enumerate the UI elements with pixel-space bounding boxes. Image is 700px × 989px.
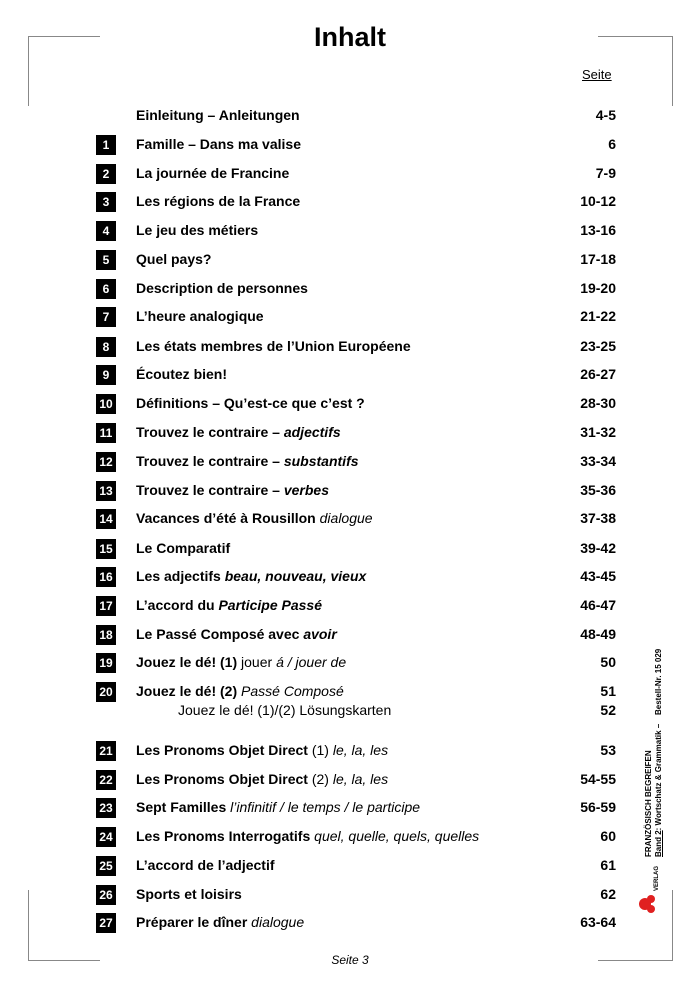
page-footer: Seite 3	[331, 953, 369, 967]
chapter-number-badge: 26	[96, 885, 116, 905]
toc-intro-title	[136, 107, 300, 123]
toc-subrow-pages: 52	[600, 702, 616, 718]
toc-row-pages: 37-38	[580, 510, 616, 526]
toc-title-part: verbes	[283, 482, 329, 498]
toc-row-pages: 54-55	[580, 771, 616, 787]
toc-title-part: Le Comparatif	[136, 540, 231, 556]
toc-row-pages: 61	[600, 857, 616, 873]
toc-row	[96, 220, 616, 242]
chapter-number-badge: 23	[96, 798, 116, 818]
chapter-number-badge: 14	[96, 509, 116, 529]
toc-row-pages: 46-47	[580, 597, 616, 613]
toc-row	[96, 624, 616, 646]
toc-row-pages: 53	[600, 742, 616, 758]
toc-row-pages: 62	[600, 886, 616, 902]
toc-row-title	[136, 886, 242, 902]
toc-row	[96, 797, 616, 819]
toc-title-part: Passé Composé	[241, 683, 344, 699]
toc-row	[96, 595, 616, 617]
toc-row-title	[136, 251, 211, 267]
toc-row	[96, 163, 616, 185]
toc-title-part: (2)	[311, 771, 333, 787]
toc-row	[96, 364, 616, 386]
toc-row-title	[136, 742, 388, 758]
toc-title-part: dialogue	[251, 914, 305, 930]
chapter-number-badge: 4	[96, 221, 116, 241]
toc-row-pages: 48-49	[580, 626, 616, 642]
toc-row	[96, 134, 616, 156]
toc-row-pages: 43-45	[580, 568, 616, 584]
toc-title-part: Écoutez bien!	[136, 366, 228, 382]
chapter-number-badge: 18	[96, 625, 116, 645]
toc-row-pages: 21-22	[580, 308, 616, 324]
chapter-number-badge: 6	[96, 279, 116, 299]
toc-intro-pages: 4-5	[595, 107, 616, 123]
series-title: FRANZÖSISCH BEGREIFEN	[644, 750, 653, 857]
page-column-header: Seite	[582, 67, 612, 82]
toc-row	[96, 278, 616, 300]
toc-row	[96, 393, 616, 415]
toc-title-part: beau, nouveau, vieux	[224, 568, 367, 584]
toc-row-title	[136, 510, 373, 526]
toc-title-part: Description de personnes	[136, 280, 308, 296]
order-number: Bestell-Nr. 15 029	[654, 648, 663, 715]
publisher-name: VERLAG	[654, 865, 660, 891]
toc-row-title	[136, 395, 365, 411]
toc-row	[96, 884, 616, 906]
toc-row-title	[136, 654, 346, 670]
toc-row-pages: 31-32	[580, 424, 616, 440]
frame-corner-bottom-left-vertical	[28, 890, 29, 961]
chapter-number-badge: 20	[96, 682, 116, 702]
toc-row-title	[136, 308, 264, 324]
toc-row-pages: 33-34	[580, 453, 616, 469]
band-subtitle: : Wortschatz & Grammatik –	[654, 723, 663, 831]
toc-row-title	[136, 597, 322, 613]
toc-row-pages: 63-64	[580, 914, 616, 930]
toc-title-part: La journée de Francine	[136, 165, 290, 181]
toc-title-part: Trouvez le contraire –	[136, 424, 284, 440]
chapter-number-badge: 10	[96, 394, 116, 414]
toc-row-title	[136, 626, 337, 642]
chapter-number-badge: 17	[96, 596, 116, 616]
toc-title-part: Jouez le dé! (2)	[136, 683, 242, 699]
chapter-number-badge: 12	[96, 452, 116, 472]
toc-title-part: Le Passé Composé avec	[136, 626, 304, 642]
toc-title-part: dialogue	[319, 510, 373, 526]
toc-title-part: Trouvez le contraire –	[136, 482, 284, 498]
toc-row-title	[136, 857, 275, 873]
chapter-number-badge: 8	[96, 337, 116, 357]
toc-row-pages: 35-36	[580, 482, 616, 498]
toc-row-title	[136, 366, 227, 382]
frame-corner-bottom-right-vertical	[672, 890, 673, 961]
toc-title-part: substantifs	[283, 453, 359, 469]
toc-title-part: Les états membres de l’Union Européene	[136, 338, 411, 354]
toc-row	[96, 769, 616, 791]
toc-title-part: quel, quelle, quels, quelles	[314, 828, 480, 844]
toc-row	[96, 566, 616, 588]
toc-title-part: Le jeu des métiers	[136, 222, 259, 238]
toc-title-part: avoir	[303, 626, 337, 642]
toc-row-title	[136, 568, 366, 584]
toc-row-title	[136, 280, 308, 296]
toc-row-pages: 60	[600, 828, 616, 844]
chapter-number-badge: 7	[96, 307, 116, 327]
band-label: Band 2	[654, 830, 663, 857]
toc-row-pages: 50	[600, 654, 616, 670]
chapter-number-badge: 9	[96, 365, 116, 385]
toc-row-pages: 7-9	[595, 165, 616, 181]
toc-row-pages: 13-16	[580, 222, 616, 238]
chapter-number-badge: 25	[96, 856, 116, 876]
chapter-number-badge: 1	[96, 135, 116, 155]
toc-title-part: jouer	[241, 654, 277, 670]
chapter-number-badge: 19	[96, 653, 116, 673]
toc-title-part: Les Pronoms Objet Direct	[136, 742, 312, 758]
toc-row-pages: 23-25	[580, 338, 616, 354]
toc-row-pages: 19-20	[580, 280, 616, 296]
toc-row-pages: 51	[600, 683, 616, 699]
toc-title-part: Les régions de la France	[136, 193, 301, 209]
toc-row-pages: 56-59	[580, 799, 616, 815]
chapter-number-badge: 27	[96, 913, 116, 933]
toc-title-part: L’accord du	[136, 597, 219, 613]
toc-title-part: á / jouer de	[276, 654, 347, 670]
toc-intro-label: Einleitung – Anleitungen	[136, 107, 300, 123]
toc-title-part: Vacances d’été à Rousillon	[136, 510, 320, 526]
toc-row	[96, 652, 616, 674]
toc-row-title	[136, 482, 329, 498]
toc-row	[96, 451, 616, 473]
chapter-number-badge: 22	[96, 770, 116, 790]
toc-row-title	[136, 136, 301, 152]
toc-title-part: Lösungskarten	[299, 702, 392, 718]
toc-row-pages: 28-30	[580, 395, 616, 411]
chapter-number-badge: 13	[96, 481, 116, 501]
toc-row-title	[136, 540, 230, 556]
toc-title-part: Participe Passé	[218, 597, 322, 613]
toc-row-pages: 10-12	[580, 193, 616, 209]
toc-title-part: L’heure analogique	[136, 308, 264, 324]
page-title: Inhalt	[314, 22, 386, 52]
toc-intro-row	[96, 105, 616, 127]
toc-subrow-title	[178, 702, 391, 718]
toc-row-title	[136, 828, 479, 844]
toc-row-pages: 17-18	[580, 251, 616, 267]
toc-title-part: (1)	[311, 742, 333, 758]
toc-title-part: l’infinitif / le temps / le participe	[230, 799, 421, 815]
toc-row-title	[136, 799, 420, 815]
toc-row	[96, 249, 616, 271]
toc-row	[96, 336, 616, 358]
chapter-number-badge: 2	[96, 164, 116, 184]
toc-title-part: le, la, les	[332, 742, 389, 758]
publisher-logo-icon	[636, 893, 658, 915]
toc-row-title	[136, 193, 300, 209]
toc-title-part: Jouez le dé! (1)/(2)	[178, 702, 300, 718]
toc-row	[96, 826, 616, 848]
toc-row	[96, 306, 616, 328]
chapter-number-badge: 11	[96, 423, 116, 443]
band-title	[654, 724, 664, 857]
toc-row	[96, 740, 616, 762]
toc-title-part: Famille – Dans ma valise	[136, 136, 301, 152]
toc-row	[96, 191, 616, 213]
toc-row	[96, 508, 616, 530]
toc-row	[96, 480, 616, 502]
toc-title-part: Les Pronoms Interrogatifs	[136, 828, 315, 844]
toc-row	[96, 538, 616, 560]
toc-title-part: Les Pronoms Objet Direct	[136, 771, 312, 787]
toc-row-title	[136, 424, 341, 440]
chapter-number-badge: 16	[96, 567, 116, 587]
toc-row-title	[136, 914, 304, 930]
toc-title-part: Préparer le dîner	[136, 914, 252, 930]
toc-row	[96, 855, 616, 877]
toc-row	[96, 912, 616, 934]
toc-title-part: Sports et loisirs	[136, 886, 242, 902]
toc-row-title	[136, 453, 359, 469]
toc-row	[96, 422, 616, 444]
toc-title-part: adjectifs	[283, 424, 341, 440]
toc-row-title	[136, 222, 258, 238]
toc-title-part: Définitions – Qu’est-ce que c’est ?	[136, 395, 365, 411]
toc-title-part: Trouvez le contraire –	[136, 453, 284, 469]
chapter-number-badge: 5	[96, 250, 116, 270]
toc-row-pages: 6	[608, 136, 616, 152]
toc-title-part: Quel pays?	[136, 251, 212, 267]
chapter-number-badge: 24	[96, 827, 116, 847]
toc-title-part: le, la, les	[332, 771, 389, 787]
toc-title-part: Jouez le dé! (1)	[136, 654, 242, 670]
toc-row-pages: 39-42	[580, 540, 616, 556]
toc-title-part: L’accord de l’adjectif	[136, 857, 275, 873]
chapter-number-badge: 21	[96, 741, 116, 761]
toc-title-part: Sept Familles	[136, 799, 231, 815]
chapter-number-badge: 15	[96, 539, 116, 559]
chapter-number-badge: 3	[96, 192, 116, 212]
toc-row-title	[136, 338, 411, 354]
toc-row-pages: 26-27	[580, 366, 616, 382]
toc-row-title	[136, 165, 289, 181]
toc-row	[96, 681, 616, 718]
side-publisher-info	[622, 615, 672, 915]
toc-row-title	[136, 683, 344, 699]
toc-title-part: Les adjectifs	[136, 568, 225, 584]
toc-row-title	[136, 771, 388, 787]
